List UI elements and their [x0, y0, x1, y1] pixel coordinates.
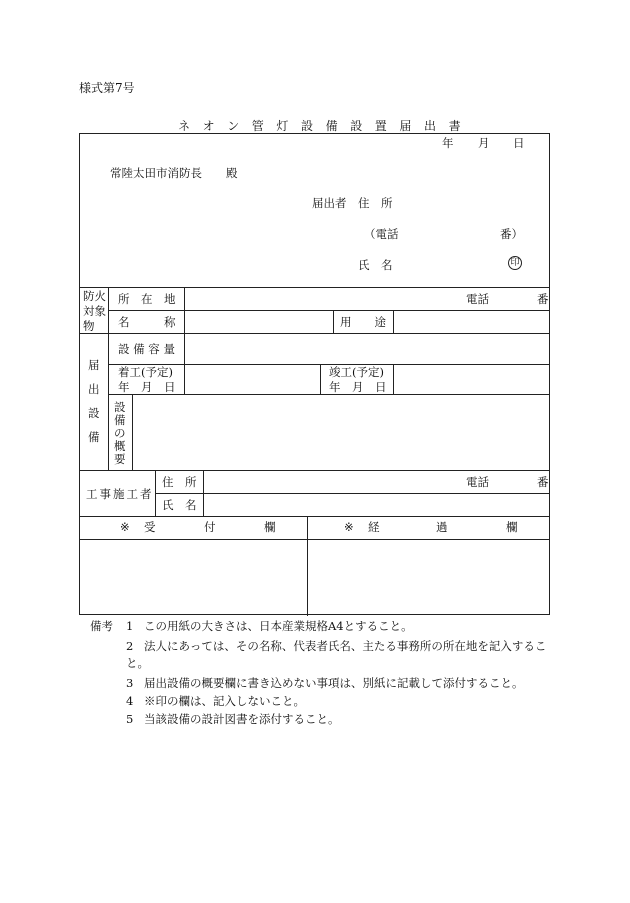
start-label-1: 着工(予定) [118, 365, 173, 379]
start-label-2: 年 月 日 [118, 380, 176, 394]
honorific: 殿 [226, 166, 238, 180]
progress-mark: ※ [344, 520, 354, 534]
date-day[interactable]: 日 [513, 136, 525, 150]
target-phone-suffix: 番 [537, 292, 549, 306]
date-year[interactable]: 年 [442, 136, 454, 150]
reception-mark: ※ [120, 520, 130, 534]
seal-mark: 印 [508, 256, 522, 270]
applicant-address-label: 住 所 [358, 196, 393, 210]
target-section-line3: 物 [83, 319, 95, 333]
note-text-2: 法人にあっては、その名称、代表者氏名、主たる事務所の所在地を記入するこ [144, 639, 547, 653]
form-table [79, 133, 550, 615]
equipment-section-4: 備 [88, 430, 100, 444]
note-num-5: 5 [126, 712, 134, 726]
equipment-section-3: 設 [88, 406, 100, 420]
form-title: ネオン管灯設備設置届出書 [178, 119, 474, 133]
target-name-label: 名 称 [118, 315, 176, 329]
form-number: 様式第7号 [79, 81, 135, 95]
note-text-1: この用紙の大きさは、日本産業規格A4とすること。 [144, 619, 413, 633]
note-text-3: 届出設備の概要欄に書き込めない事項は、別紙に記載して添付すること。 [144, 676, 524, 690]
note-num-1: 1 [126, 619, 134, 633]
target-location-label: 所 在 地 [118, 292, 176, 306]
note-num-3: 3 [126, 676, 134, 690]
target-phone-label: 電話 [466, 292, 489, 306]
reception-char-1: 受 [144, 520, 156, 534]
notes-heading: 備考 [90, 619, 113, 633]
contractor-label: 工事施工者 [86, 487, 154, 501]
contractor-address-label: 住 所 [162, 475, 197, 489]
capacity-label: 設 備 容 量 [118, 342, 175, 356]
applicant-phone-close: 番） [500, 227, 523, 241]
finish-label-2: 年 月 日 [329, 380, 387, 394]
outline-label-5: 要 [114, 452, 126, 466]
applicant-phone-open: （電話 [364, 227, 399, 241]
date-month[interactable]: 月 [478, 136, 490, 150]
target-use-label: 用 途 [340, 315, 386, 329]
note-text-4: ※印の欄は、記入しないこと。 [144, 694, 305, 708]
contractor-phone-label: 電話 [466, 475, 489, 489]
reception-char-3: 欄 [264, 520, 276, 534]
equipment-section-1: 届 [88, 358, 100, 372]
contractor-phone-suffix: 番 [537, 475, 549, 489]
applicant-label: 届出者 [312, 196, 347, 210]
reception-char-2: 付 [204, 520, 216, 534]
note-text-2-cont: と。 [126, 656, 149, 670]
finish-label-1: 竣工(予定) [329, 365, 384, 379]
addressee: 常陸太田市消防長 [110, 166, 202, 180]
outline-label-2: 備 [114, 413, 126, 427]
equipment-section-2: 出 [88, 382, 100, 396]
outline-label-4: 概 [114, 439, 126, 453]
note-text-5: 当該設備の設計図書を添付すること。 [144, 712, 340, 726]
progress-char-2: 過 [436, 520, 448, 534]
note-num-4: 4 [126, 694, 134, 708]
applicant-name-label: 氏 名 [358, 258, 393, 272]
outline-label-1: 設 [114, 400, 126, 414]
contractor-name-label: 氏 名 [162, 498, 197, 512]
outline-label-3: の [114, 426, 126, 440]
progress-char-3: 欄 [506, 520, 518, 534]
progress-char-1: 経 [368, 520, 380, 534]
target-section-line2: 対象 [83, 304, 106, 318]
note-num-2: 2 [126, 639, 134, 653]
target-section-line1: 防火 [83, 289, 106, 303]
